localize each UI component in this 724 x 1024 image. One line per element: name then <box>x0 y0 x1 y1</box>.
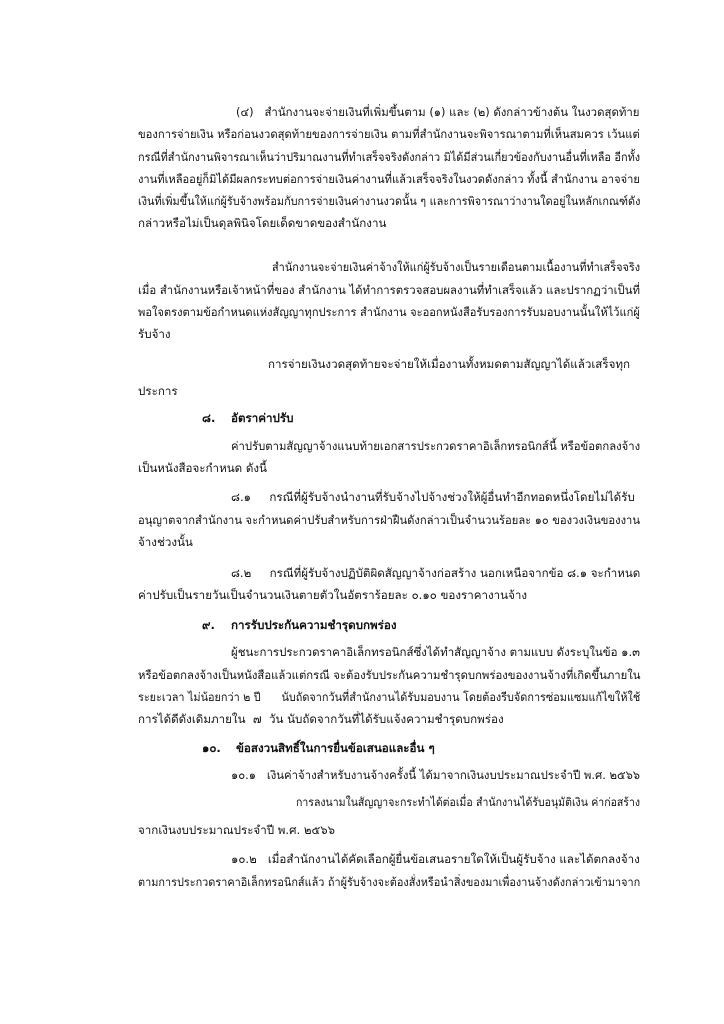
s8-item1-line-3: จ้างช่วงนั้น <box>138 535 193 549</box>
p4-line-6: กล่าวหรือไม่เป็นดุลพินิจโดยเด็ดขาดของสำนักงาน <box>138 216 387 230</box>
section-8-number: ๘. <box>202 411 216 425</box>
section-10-heading: ข้อสงวนสิทธิ์ในการยื่นข้อเสนอและอื่น ๆ <box>236 741 435 755</box>
monthly-line-2: เมื่อ สำนักงานหรือเจ้าหน้าที่ของ สำนักงาน ได้ทำการตรวจสอบผลงานที่ทำเสร็จแล้ว และปรากฏว่าเป็นที่ <box>138 283 641 297</box>
section-10-number: ๑๐. <box>202 741 221 755</box>
p4-line-1: (๔) สำนักงานจะจ่ายเงินที่เพิ่มขึ้นตาม (๑) และ (๒) ดังกล่าวข้างต้น ในงวดสุดท้าย <box>236 105 640 119</box>
s8-intro-line-2: เป็นหนังสือจะกำหนด ดังนี้ <box>138 461 267 475</box>
s10-item2-line-1: ๑๐.๒ เมื่อสำนักงานได้คัดเลือกผู้ยื่นข้อเสนอรายใดให้เป็นผู้รับจ้าง และได้ตกลงจ้าง <box>231 852 640 866</box>
section-9-number: ๙. <box>202 618 215 632</box>
p4-line-4: งานที่เหลืออยู่ก็มิได้มีผลกระทบต่อการจ่ายเงินค่างานที่แล้วเสร็จจริงในงวดดังกล่าว ทั้งนี้ สำนักงาน อาจจ่าย <box>138 172 640 186</box>
monthly-line-1: สำนักงานจะจ่ายเงินค่าจ้างให้แก่ผู้รับจ้างเป็นรายเดือนตามเนื้องานที่ทำเสร็จจริง <box>272 260 641 274</box>
s10-item1-line-1: ๑๐.๑ เงินค่าจ้างสำหรับงานจ้างครั้งนี้ ได้มาจากเงินงบประมาณประจำปี พ.ศ. ๒๕๖๖ <box>231 768 641 782</box>
final-line-2: ประการ <box>138 384 178 398</box>
s8-item2-line-2: ค่าปรับเป็นรายวันเป็นจำนวนเงินตายตัวในอัตราร้อยละ ๐.๑๐ ของราคางานจ้าง <box>138 588 528 602</box>
s9-line-2: หรือข้อตกลงจ้างเป็นหนังสือแล้วแต่กรณี จะต้องรับประกันความชำรุดบกพร่องของงานจ้างที่เกิดขึ้นภายใน <box>138 668 641 682</box>
s9-line-4: การได้ดีดังเดิมภายใน ๗ วัน นับถัดจากวันที่ได้รับแจ้งความชำรุดบกพร่อง <box>138 712 504 726</box>
s8-item2-line-1: ๘.๒ กรณีที่ผู้รับจ้างปฏิบัติผิดสัญญาจ้างก่อสร้าง นอกเหนือจากข้อ ๘.๑ จะกำหนด <box>231 566 641 580</box>
s10-item1-line-2: การลงนามในสัญญาจะกระทำได้ต่อเมื่อ สำนักงานได้รับอนุมัติเงิน ค่าก่อสร้าง <box>296 795 641 809</box>
s9-line-3: ระยะเวลา ไม่น้อยกว่า ๒ ปี นับถัดจากวันที่สำนักงานได้รับมอบงาน โดยต้องรีบจัดการซ่อมแซมแก้ไขให้ใช้ <box>138 690 641 704</box>
s10-item2-line-2: ตามการประกวดราคาอิเล็กทรอนิกส์แล้ว ถ้าผู้รับจ้างจะต้องสั่งหรือนำสิ่งของมาเพื่องานจ้างดังกล่าวเข้ามาจาก <box>138 875 641 889</box>
section-9-heading: การรับประกันความชำรุดบกพร่อง <box>231 618 397 632</box>
s8-intro-line-1: ค่าปรับตามสัญญาจ้างแนบท้ายเอกสารประกวดราคาอิเล็กทรอนิกส์นี้ หรือข้อตกลงจ้าง <box>231 439 641 453</box>
s9-line-1: ผู้ชนะการประกวดราคาอิเล็กทรอนิกส์ซึ่งได้ทำสัญญาจ้าง ตามแบบ ดังระบุในข้อ ๑.๓ <box>231 645 640 659</box>
section-8-heading: อัตราค่าปรับ <box>231 411 294 425</box>
monthly-line-4: รับจ้าง <box>138 327 171 341</box>
p4-line-2: ของการจ่ายเงิน หรือก่อนงวดสุดท้ายของการจ่ายเงิน ตามที่สำนักงานจะพิจารณาตามที่เห็นสมควร เว้นแต่ <box>138 127 640 141</box>
s10-item1-line-3: จากเงินงบประมาณประจำปี พ.ศ. ๒๕๖๖ <box>138 823 335 837</box>
p4-line-3: กรณีที่สำนักงานพิจารณาเห็นว่าปริมาณงานที่ทำเสร็จจริงดังกล่าว มิได้มีส่วนเกี่ยวข้องกับงานอื่นที่เหลือ อีกทั้ง <box>138 150 641 164</box>
s8-item1-line-1: ๘.๑ กรณีที่ผู้รับจ้างนำงานที่รับจ้างไปจ้างช่วงให้ผู้อื่นทำอีกทอดหนึ่งโดยไม่ได้รับ <box>231 490 635 504</box>
s8-item1-line-2: อนุญาตจากสำนักงาน จะกำหนดค่าปรับสำหรับการฝ่าฝืนดังกล่าวเป็นจำนวนร้อยละ ๑๐ ของวงเงินของงาน <box>138 513 640 527</box>
final-line-1: การจ่ายเงินงวดสุดท้ายจะจ่ายให้เมื่องานทั้งหมดตามสัญญาได้แล้วเสร็จทุก <box>268 357 631 371</box>
monthly-line-3: พอใจตรงตามข้อกำหนดแห่งสัญญาทุกประการ สำนักงาน จะออกหนังสือรับรองการรับมอบงานนั้นให้ไว้แก่ผู้ <box>138 305 640 319</box>
p4-line-5: เงินที่เพิ่มขึ้นให้แก่ผู้รับจ้างพร้อมกับการจ่ายเงินค่างานงวดนั้น ๆ และการพิจารณาว่างานใดอยู่ในหลักเกณฑ์ดัง <box>138 194 641 208</box>
